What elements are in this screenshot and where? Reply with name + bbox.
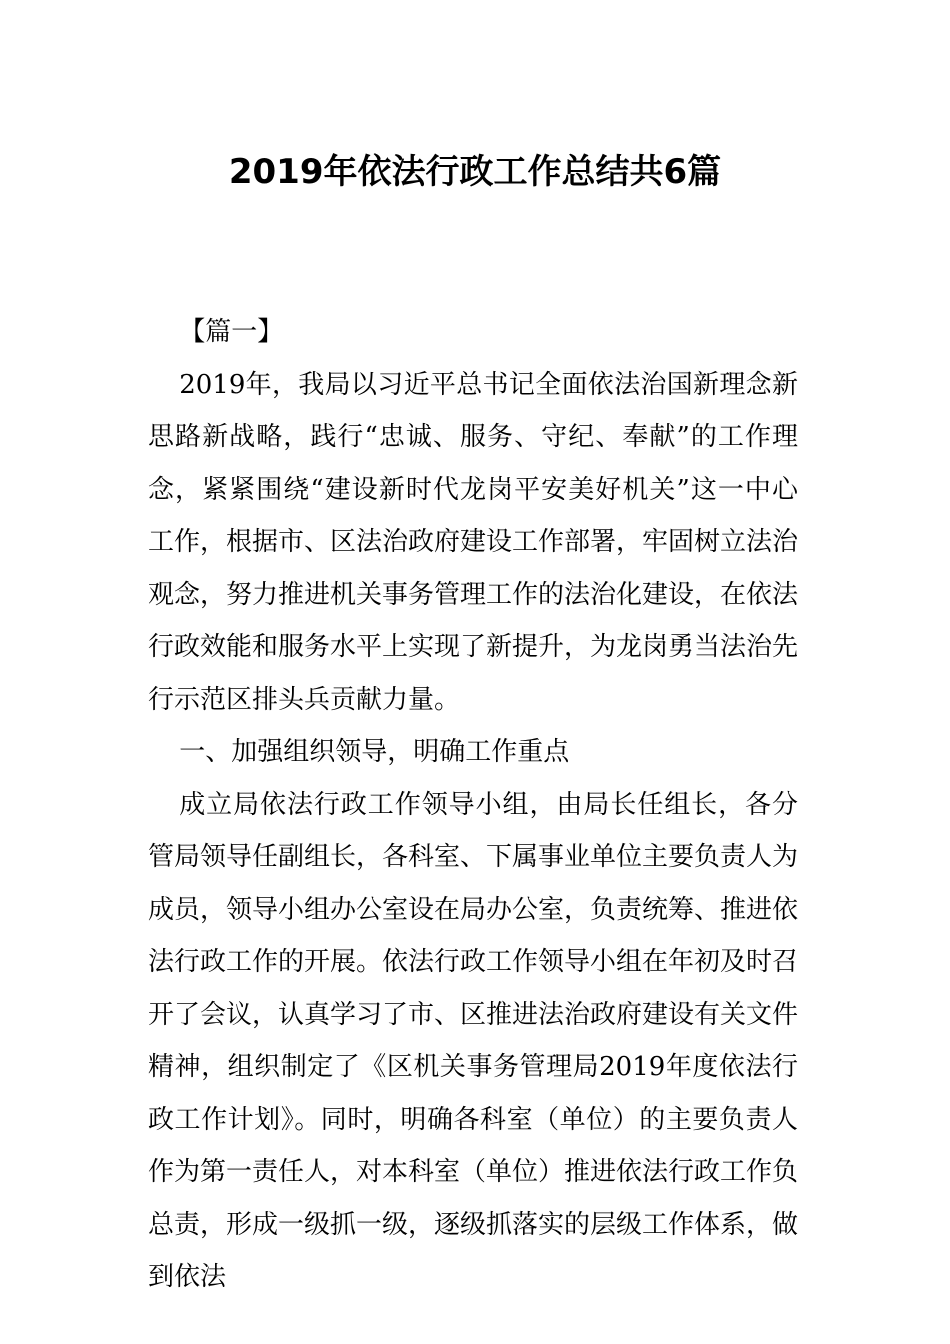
document-body (148, 306, 798, 1304)
paragraph-intro: 2019年，我局以习近平总书记全面依法治国新理念新思路新战略，践行“忠诚、服务、守纪、奉献”的工作理念，紧紧围绕“建设新时代龙岗平安美好机关”这一中心工作，根据市、区法治政府建设工作部署，牢固树立法治观念，努力推进机关事务管理工作的法治化建设，在依法行政效能和服务水平上实现了新提升，为龙岗勇当法治先行示范区排头兵贡献力量。 (148, 369, 799, 715)
document-title: 2019年依法行政工作总结共6篇 (228, 152, 722, 192)
heading-section-one: 一、加强组织领导，明确工作重点 (179, 737, 570, 767)
section-label: 【篇一】 (179, 317, 284, 347)
paragraph-leadership: 成立局依法行政工作领导小组，由局长任组长，各分管局领导任副组长，各科室、下属事业单位主要负责人为成员，领导小组办公室设在局办公室，负责统筹、推进依法行政工作的开展。依法行政工作领导小组在年初及时召开了会议，认真学习了市、区推进法治政府建设有关文件精神，组织制定了《区机关事务管理局2019年度依法行政工作计划》。同时，明确各科室（单位）的主要负责人作为第一责任人，对本科室（单位）推进依法行政工作负总责，形成一级抓一级，逐级抓落实的层级工作体系，做到依法 (148, 789, 799, 1292)
